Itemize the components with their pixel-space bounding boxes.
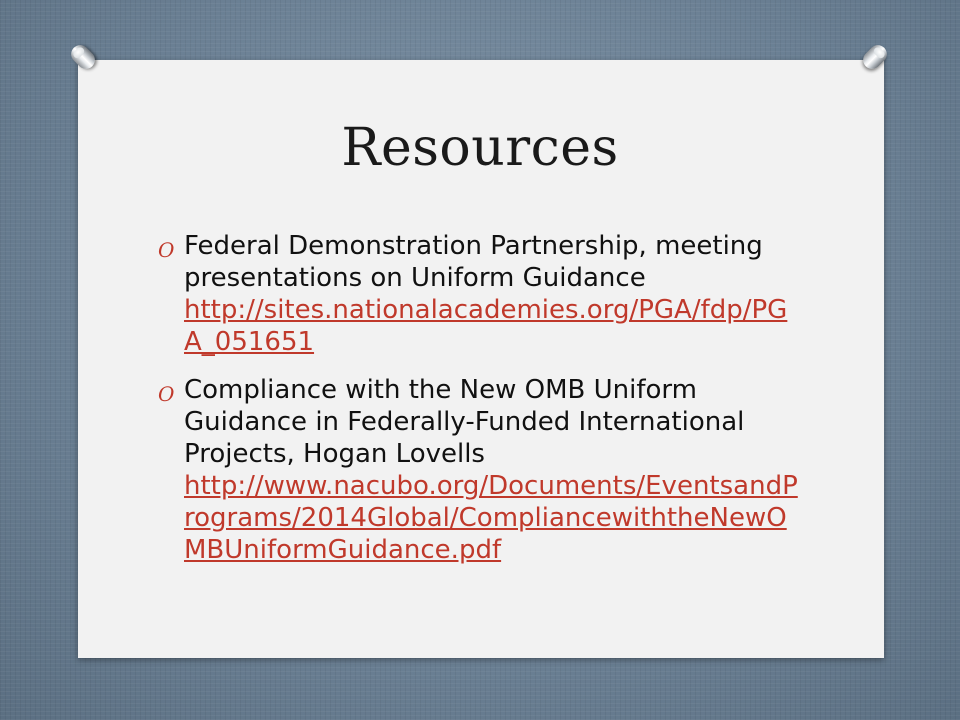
bullet-text: Compliance with the New OMB Uniform Guidance in Federally-Funded International Projects, Hogan Lovells xyxy=(184,375,745,469)
bullet-marker-icon: O xyxy=(158,238,175,262)
bullet-text: Federal Demonstration Partnership, meeting presentations on Uniform Guidance xyxy=(184,231,763,293)
resource-link[interactable]: http://sites.nationalacademies.org/PGA/fdp/PGA_051651 xyxy=(184,295,788,357)
bullet-list xyxy=(158,230,798,582)
resource-link[interactable]: http://www.nacubo.org/Documents/EventsandPrograms/2014Global/CompliancewiththeNewOMBUniformGuidance.pdf xyxy=(184,471,798,565)
slide-title: Resources xyxy=(341,118,619,178)
bullet-marker-icon: O xyxy=(158,382,175,406)
bullet-item xyxy=(158,374,798,566)
bullet-item xyxy=(158,230,798,358)
